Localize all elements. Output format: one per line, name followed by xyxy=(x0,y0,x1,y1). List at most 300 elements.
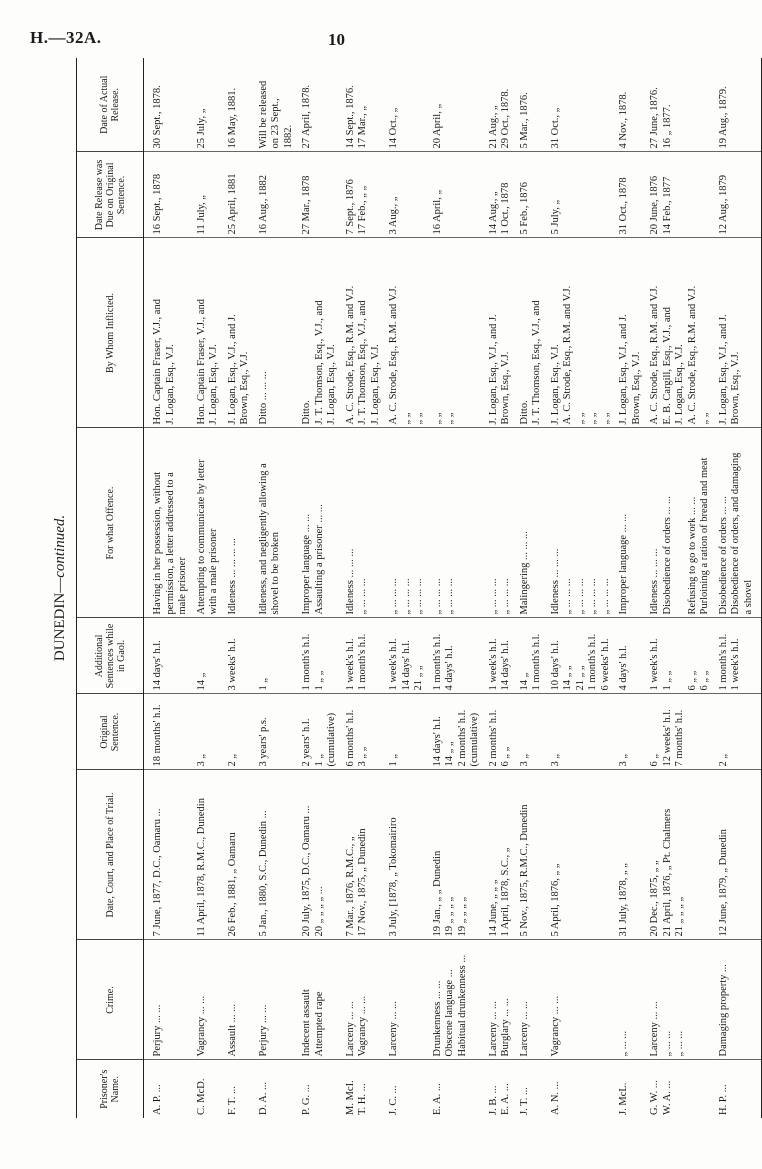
cell-line: 1 „ xyxy=(257,677,269,691)
cell-by xyxy=(519,238,550,428)
cell-orig xyxy=(345,694,389,770)
cell-trial xyxy=(550,770,619,940)
cell-line: 3 years' p.s. xyxy=(257,717,269,767)
cell-line: 1 week's h.l. xyxy=(344,638,356,691)
table-row xyxy=(488,58,519,1118)
cell-trial xyxy=(258,770,302,940)
cell-line: 5 Nov., 1875, R.M.C., Dunedin xyxy=(518,804,530,937)
cell-line: Attempted rape xyxy=(313,991,325,1057)
cell-actual xyxy=(649,58,718,152)
cell-line: „ ... ... ... xyxy=(574,578,586,615)
cell-line: E. A. ... xyxy=(431,1083,443,1115)
cell-line: Ditto. xyxy=(518,400,530,425)
cell-line: „ ... ... xyxy=(618,1030,629,1057)
cell-actual xyxy=(227,58,258,152)
cell-line: Damaging property ... xyxy=(717,964,729,1057)
cell-orig xyxy=(649,694,718,770)
cell-line: „ ... ... xyxy=(661,1030,673,1057)
cell-offence xyxy=(258,428,302,618)
cell-add xyxy=(345,618,389,694)
cell-line: J. T. Thomson, Esq., V.J., and xyxy=(313,300,325,425)
cell-line: 14 June, „ „ „ xyxy=(487,879,499,937)
cell-name xyxy=(718,1060,762,1118)
cell-actual xyxy=(301,58,345,152)
cell-add xyxy=(144,618,196,694)
cell-due xyxy=(519,152,550,238)
cell-line: 30 Sept., 1878. xyxy=(152,85,163,149)
cell-line: 17 Feb., „ „ xyxy=(357,185,368,235)
cell-by xyxy=(345,238,389,428)
cell-line: 5 Jan., 1880, S.C., Dunedin ... xyxy=(257,810,269,937)
table-row xyxy=(144,58,196,1118)
cell-line: Larceny ... ... xyxy=(649,1001,660,1057)
cell-line: 6 „ „ xyxy=(500,746,511,767)
cell-line: 31 Oct., 1878 xyxy=(618,177,629,235)
cell-line: 14 days' h.l. xyxy=(152,640,163,691)
cell-crime xyxy=(388,940,432,1060)
table-row xyxy=(432,58,488,1118)
cell-line: J. Logan, Esq., V.J. xyxy=(549,344,561,425)
cell-add xyxy=(649,618,718,694)
cell-line: Disobedience of orders ... ... xyxy=(661,496,673,615)
cell-line: Habitual drunkenness ... xyxy=(456,954,468,1057)
cell-name xyxy=(649,1060,718,1118)
cell-line: 1 month's h.l. xyxy=(587,633,598,691)
cell-line: 6 „ „ xyxy=(699,670,710,691)
cell-line: 1 „ xyxy=(388,753,399,767)
cell-line: Idleness ... ... ... xyxy=(549,548,561,615)
cell-line: A. N. ... xyxy=(549,1081,561,1115)
col-header-original-sentence: Original Sentence. xyxy=(77,694,144,770)
cell-line: 14 „ „ xyxy=(562,665,573,691)
cell-line: 3 „ xyxy=(195,753,207,767)
col-header-additional-sentences: Additional Sentences while in Gaol. xyxy=(77,618,144,694)
cell-by xyxy=(196,238,227,428)
cell-line: 21 „ „ „ „ xyxy=(674,896,685,937)
cell-line: 4 days' h.l. xyxy=(618,645,629,691)
cell-line: 1 month's h.l. xyxy=(531,633,542,691)
cell-name xyxy=(196,1060,227,1118)
cell-name xyxy=(488,1060,519,1118)
cell-line: J. Logan, Esq., V.J., and J. xyxy=(487,314,499,425)
cell-offence xyxy=(519,428,550,618)
cell-orig xyxy=(196,694,227,770)
cell-line: Refusing to go to work ... ... xyxy=(686,496,698,615)
col-header-release-due: Date Release was Due on Original Sentence. xyxy=(77,152,144,238)
cell-line: Will be released xyxy=(257,80,269,149)
cell-line: 6 „ „ xyxy=(686,670,698,691)
cell-name xyxy=(519,1060,550,1118)
cell-line: J. T. ... xyxy=(518,1087,530,1115)
cell-line: F. T. ... xyxy=(226,1086,238,1115)
table-row xyxy=(388,58,432,1118)
cell-line: „ „ xyxy=(431,412,443,425)
cell-line: 11 July, „ xyxy=(195,195,207,235)
table-row xyxy=(301,58,345,1118)
col-header-inflicted-by: By Whom Inflicted. xyxy=(77,238,144,428)
table-row xyxy=(718,58,762,1118)
cell-line: 3 weeks' h.l. xyxy=(226,638,238,691)
cell-line: A. P. ... xyxy=(152,1084,163,1115)
cell-actual xyxy=(618,58,649,152)
cell-line: 20 „ „ „ „ ... xyxy=(313,886,325,937)
cell-line: E. B. Cargill, Esq., V.J., and xyxy=(661,306,673,425)
cell-line: 4 Nov., 1878. xyxy=(618,91,629,149)
cell-line: 14 Aug., „ xyxy=(487,191,499,235)
cell-crime xyxy=(519,940,550,1060)
cell-due xyxy=(432,152,488,238)
cell-line: 19 Jan., „ „ Dunedin xyxy=(431,850,443,937)
cell-line: 3 „ xyxy=(549,753,561,767)
cell-name xyxy=(345,1060,389,1118)
cell-line: 14 days' h.l. xyxy=(400,640,412,691)
cell-name xyxy=(144,1060,196,1118)
cell-line: Improper language ... ... xyxy=(618,513,629,615)
cell-line: 21 „ „ xyxy=(413,665,424,691)
cell-line: „ ... ... ... xyxy=(444,578,455,615)
cell-line: „ ... ... ... xyxy=(487,578,499,615)
cell-actual xyxy=(718,58,762,152)
cell-crime xyxy=(258,940,302,1060)
cell-trial xyxy=(196,770,227,940)
cell-line: 5 April, 1876, „ „ xyxy=(549,863,561,937)
cell-line: 16 Aug., 1882 xyxy=(257,174,269,235)
cell-crime xyxy=(301,940,345,1060)
cell-by xyxy=(432,238,488,428)
cell-by xyxy=(649,238,718,428)
cell-line: P. G. ... xyxy=(301,1084,312,1115)
cell-line: „ ... ... ... xyxy=(357,578,368,615)
cell-due xyxy=(388,152,432,238)
cell-line: 31 July, 1878, „ „ xyxy=(618,863,629,937)
cell-name xyxy=(388,1060,432,1118)
cell-name xyxy=(432,1060,488,1118)
cell-offence xyxy=(196,428,227,618)
cell-line: 7 Mar., 1876, R.M.C., „ xyxy=(344,836,356,937)
cell-line: male prisoner xyxy=(177,557,188,615)
cell-offence xyxy=(488,428,519,618)
cell-line: 6 months' h.l. xyxy=(344,709,356,767)
cell-trial xyxy=(345,770,389,940)
cell-crime xyxy=(718,940,762,1060)
cell-due xyxy=(718,152,762,238)
cell-line: 1882. xyxy=(282,124,294,149)
cell-line: J. Logan, Esq., V.J. xyxy=(369,344,381,425)
cell-line: 5 Feb., 1876 xyxy=(518,182,530,235)
cell-line: 1 „ „ xyxy=(313,670,325,691)
cell-trial xyxy=(718,770,762,940)
cell-line: 3 „ xyxy=(618,753,629,767)
cell-by xyxy=(144,238,196,428)
table-row xyxy=(550,58,619,1118)
cell-line: 1 month's h.l. xyxy=(357,633,368,691)
cell-line: 7 June, 1877, D.C., Oamaru ... xyxy=(152,808,163,937)
cell-line: on 23 Sept., xyxy=(270,98,281,149)
cell-line: 1 „ „ xyxy=(661,670,673,691)
cell-line: J. Logan, Esq., V.J. xyxy=(674,344,685,425)
cell-by xyxy=(618,238,649,428)
cell-line: „ „ xyxy=(587,412,598,425)
cell-line: with a male prisoner xyxy=(208,528,219,615)
cell-line: a shovel xyxy=(742,579,754,615)
cell-line: 1 month's h.l. xyxy=(301,633,312,691)
cell-line: 12 June, 1879, „ Dunedin xyxy=(717,829,729,937)
cell-line: Larceny ... ... xyxy=(344,1001,356,1057)
cell-actual xyxy=(345,58,389,152)
cell-line: Vagrancy ... ... xyxy=(357,995,368,1057)
cell-line: Ditto. xyxy=(301,400,312,425)
cell-line: Brown, Esq., V.J. xyxy=(500,351,511,425)
cell-line: 16 April, „ xyxy=(431,189,443,235)
cell-line: 21 „ „ xyxy=(574,665,586,691)
cell-trial xyxy=(227,770,258,940)
cell-line: 11 April, 1878, R.M.C., Dunedin xyxy=(195,798,207,937)
cell-line: 12 weeks' h.l. xyxy=(661,709,673,767)
cell-orig xyxy=(227,694,258,770)
cell-actual xyxy=(388,58,432,152)
page-header-code: H.—32A. xyxy=(30,28,102,47)
cell-line: 29 Oct., 1878. xyxy=(500,88,511,149)
cell-line: „ ... ... ... xyxy=(587,578,598,615)
cell-line: E. A. ... xyxy=(500,1083,511,1115)
cell-due xyxy=(649,152,718,238)
cell-line: Indecent assault xyxy=(301,989,312,1057)
cell-line: Perjury ... ... xyxy=(257,1004,269,1057)
cell-add xyxy=(227,618,258,694)
cell-crime xyxy=(227,940,258,1060)
cell-name xyxy=(301,1060,345,1118)
cell-line: 25 July, „ xyxy=(195,108,207,149)
cell-line: 14 Oct., „ xyxy=(388,107,399,149)
cell-line: Vagrancy ... ... xyxy=(549,995,561,1057)
cell-line: 14 „ „ xyxy=(444,741,455,767)
cell-line: 3 „ „ xyxy=(357,746,368,767)
cell-line: Larceny ... ... xyxy=(487,1001,499,1057)
cell-line: shovel to be broken xyxy=(270,531,281,615)
cell-line: 1 week's h.l. xyxy=(649,638,660,691)
cell-offence xyxy=(388,428,432,618)
cell-trial xyxy=(618,770,649,940)
cell-orig xyxy=(301,694,345,770)
cell-line: 17 Mar., „ xyxy=(357,105,368,149)
cell-due xyxy=(144,152,196,238)
cell-line: „ ... ... ... xyxy=(388,578,399,615)
cell-due xyxy=(258,152,302,238)
cell-orig xyxy=(550,694,619,770)
cell-name xyxy=(258,1060,302,1118)
page-number: 10 xyxy=(328,30,345,49)
cell-line: „ „ xyxy=(599,412,611,425)
cell-add xyxy=(618,618,649,694)
cell-line: 14 „ xyxy=(195,672,207,691)
col-header-actual-release: Date of Actual Release. xyxy=(77,58,144,152)
cell-add xyxy=(519,618,550,694)
cell-add xyxy=(301,618,345,694)
cell-line: „ ... ... ... xyxy=(500,578,511,615)
cell-orig xyxy=(519,694,550,770)
cell-line: D. A. ... xyxy=(257,1082,269,1115)
cell-line: Disobedience of orders, and damaging xyxy=(730,452,741,615)
cell-line: 2 months' h.l. xyxy=(487,709,499,767)
table-row xyxy=(258,58,302,1118)
cell-line: 3 Aug., „ xyxy=(388,196,399,235)
cell-actual xyxy=(144,58,196,152)
cell-trial xyxy=(519,770,550,940)
cell-line: Idleness ... ... ... xyxy=(649,548,660,615)
cell-line: Perjury ... ... xyxy=(152,1004,163,1057)
cell-add xyxy=(488,618,519,694)
cell-name xyxy=(550,1060,619,1118)
cell-line: J. Logan, Esq., V.J., and J. xyxy=(226,314,238,425)
cell-by xyxy=(388,238,432,428)
cell-trial xyxy=(488,770,519,940)
cell-line: A. C. Strode, Esq., R.M. and V.J. xyxy=(344,285,356,425)
cell-by xyxy=(488,238,519,428)
cell-line: 18 months' h.l. xyxy=(152,704,163,767)
cell-line: G. W. ... xyxy=(649,1080,660,1115)
cell-line: 21 Aug., „ xyxy=(487,105,499,149)
cell-line: J. T. Thomson, Esq., V.J., and xyxy=(357,300,368,425)
cell-line: 3 „ xyxy=(518,753,530,767)
cell-line: 1 Oct., 1878 xyxy=(500,182,511,235)
cell-trial xyxy=(649,770,718,940)
cell-by xyxy=(718,238,762,428)
cell-offence xyxy=(144,428,196,618)
cell-by xyxy=(550,238,619,428)
prisoner-table xyxy=(76,58,762,1118)
cell-offence xyxy=(432,428,488,618)
cell-crime xyxy=(144,940,196,1060)
cell-line: C. McD. xyxy=(195,1078,207,1115)
cell-line: 14 Sept., 1876. xyxy=(344,85,356,149)
cell-line: Larceny ... ... xyxy=(388,1001,399,1057)
cell-line: Hon. Captain Fraser, V.J., and xyxy=(152,299,163,425)
cell-line: „ ... ... ... xyxy=(431,578,443,615)
cell-line: 2 years' h.l. xyxy=(301,718,312,767)
cell-line: „ „ xyxy=(574,412,586,425)
cell-offence xyxy=(649,428,718,618)
cell-line: Idleness ... ... ... ... xyxy=(226,538,238,615)
header-row xyxy=(77,58,144,1118)
table-row xyxy=(618,58,649,1118)
cell-crime xyxy=(550,940,619,1060)
col-header-crime: Crime. xyxy=(77,940,144,1060)
cell-line: J. Logan, Esq., V.J. xyxy=(326,344,337,425)
cell-by xyxy=(301,238,345,428)
cell-line: „ „ xyxy=(444,412,455,425)
cell-line: Burglary ... ... xyxy=(500,998,511,1057)
cell-line: „ „ xyxy=(400,412,412,425)
cell-line: Assault ... ... xyxy=(226,1004,238,1057)
cell-orig xyxy=(258,694,302,770)
cell-line: Brown, Esq., V.J. xyxy=(239,351,250,425)
cell-line: „ ... ... ... xyxy=(413,578,424,615)
cell-orig xyxy=(144,694,196,770)
cell-due xyxy=(345,152,389,238)
cell-orig xyxy=(718,694,762,770)
cell-line: „ ... ... ... xyxy=(562,578,573,615)
cell-line: 31 Oct., „ xyxy=(549,107,561,149)
cell-crime xyxy=(432,940,488,1060)
cell-crime xyxy=(345,940,389,1060)
cell-line: 20 June, 1876 xyxy=(649,175,660,235)
cell-actual xyxy=(519,58,550,152)
cell-line: Disobedience of orders ... ... xyxy=(717,496,729,615)
cell-line: 1 April, 1878, S.C., „ xyxy=(500,847,511,937)
cell-line: 1 month's h.l. xyxy=(431,633,443,691)
table-row xyxy=(227,58,258,1118)
cell-line: M. McI. xyxy=(344,1080,356,1115)
cell-line: „ ... ... ... xyxy=(400,578,412,615)
cell-offence xyxy=(550,428,619,618)
cell-actual xyxy=(488,58,519,152)
col-header-offence: For what Offence. xyxy=(77,428,144,618)
cell-line: 1 week's h.l. xyxy=(730,638,741,691)
cell-line: 16 May, 1881. xyxy=(226,87,238,149)
cell-line: Having in her possession, without xyxy=(152,471,163,615)
cell-line: Obscene language ... xyxy=(444,969,455,1057)
cell-line: H. P. ... xyxy=(717,1084,729,1115)
cell-line: „ ... ... ... xyxy=(599,578,611,615)
cell-line: J. T. Thomson, Esq., V.J., and xyxy=(531,300,542,425)
cell-line: J. Logan, Esq., V.J. xyxy=(164,344,176,425)
cell-offence xyxy=(618,428,649,618)
cell-line: J. McL. xyxy=(618,1082,629,1115)
cell-orig xyxy=(618,694,649,770)
cell-line: 19 „ „ „ „ xyxy=(444,896,455,937)
cell-by xyxy=(227,238,258,428)
cell-crime xyxy=(488,940,519,1060)
cell-line: T. H. ... xyxy=(357,1083,368,1115)
cell-actual xyxy=(258,58,302,152)
cell-line: 2 „ xyxy=(717,753,729,767)
cell-line: Idleness ... ... ... xyxy=(344,548,356,615)
cell-line: Hon. Captain Fraser, V.J., and xyxy=(195,299,207,425)
cell-line: 16 Sept., 1878 xyxy=(152,173,163,235)
table-body xyxy=(144,58,762,1118)
cell-offence xyxy=(301,428,345,618)
cell-add xyxy=(550,618,619,694)
cell-line: Improper language ... ... xyxy=(301,513,312,615)
cell-line: 14 „ xyxy=(518,672,530,691)
cell-line: Drunkenness ... ... xyxy=(431,980,443,1057)
table-row xyxy=(345,58,389,1118)
caption-place: DUNEDIN— xyxy=(52,577,68,662)
cell-line: 20 July, 1875, D.C., Oamaru ... xyxy=(301,805,312,937)
cell-actual xyxy=(196,58,227,152)
cell-add xyxy=(388,618,432,694)
table-row xyxy=(519,58,550,1118)
cell-add xyxy=(258,618,302,694)
cell-line: 12 Aug., 1879 xyxy=(717,174,729,235)
cell-due xyxy=(488,152,519,238)
cell-name xyxy=(227,1060,258,1118)
cell-trial xyxy=(301,770,345,940)
cell-by xyxy=(258,238,302,428)
cell-line: Brown, Esq., V.J. xyxy=(730,351,741,425)
cell-trial xyxy=(144,770,196,940)
cell-line: 1 „ xyxy=(313,753,325,767)
cell-due xyxy=(196,152,227,238)
cell-crime xyxy=(649,940,718,1060)
cell-offence xyxy=(718,428,762,618)
cell-offence xyxy=(227,428,258,618)
table-row xyxy=(649,58,718,1118)
cell-line: „ „ xyxy=(699,412,710,425)
cell-actual xyxy=(550,58,619,152)
cell-add xyxy=(718,618,762,694)
cell-trial xyxy=(388,770,432,940)
